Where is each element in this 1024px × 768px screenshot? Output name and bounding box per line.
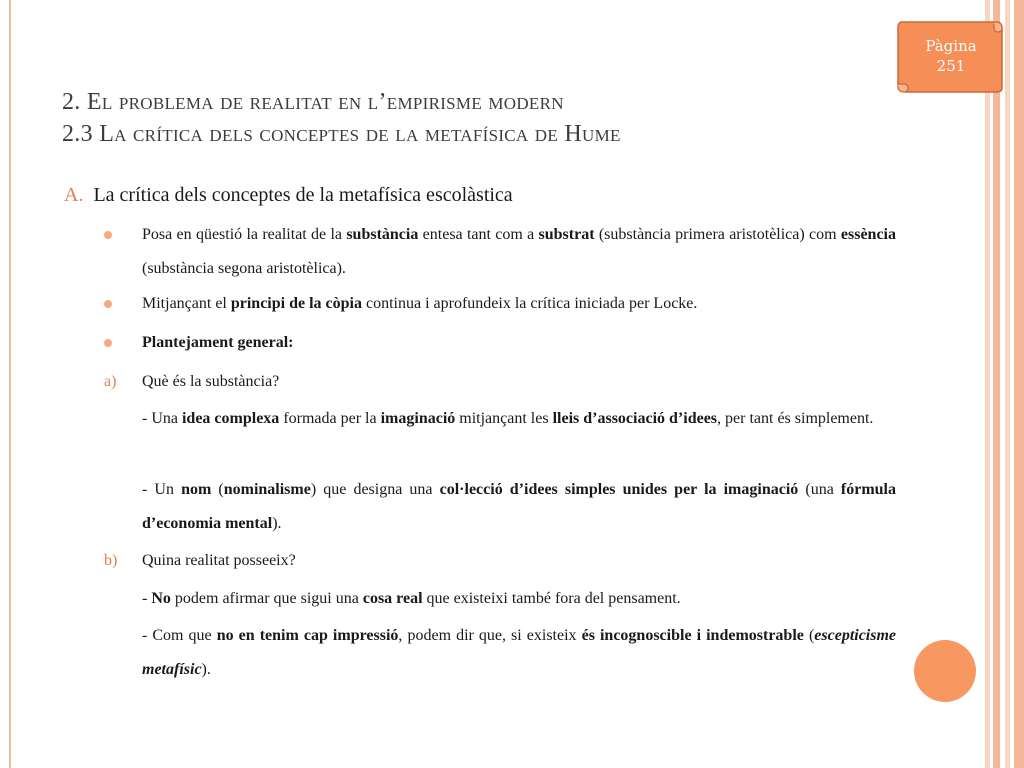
text: ) que designa una (310, 481, 440, 498)
item-marker-b: b) (104, 552, 118, 569)
text: - Una (142, 410, 182, 427)
emphasis: escepticisme metafísic (142, 627, 897, 678)
title-line-1: 2. El problema de realitat en l’empirisme modern (62, 89, 564, 115)
emphasis: substància (346, 226, 419, 243)
emphasis: fórmula d’economia mental (142, 481, 896, 532)
emphasis: cosa real (362, 590, 423, 607)
text: - Com que (142, 627, 217, 644)
text: entesa tant com a (418, 226, 539, 243)
emphasis: Plantejament general: (142, 334, 294, 351)
paragraph-general (142, 326, 896, 360)
text: podem afirmar que sigui una (170, 590, 363, 607)
answer-a-2 (142, 473, 896, 541)
text: ( (211, 481, 224, 498)
text: Mitjançant el (142, 295, 231, 312)
text: continua i aprofundeix la crítica iniciada per Locke. (361, 295, 698, 312)
text: formada per la (279, 410, 381, 427)
text: - Un (142, 481, 182, 498)
emphasis: col·lecció d’idees simples unides per la imaginació (439, 481, 799, 498)
item-marker-a: a) (104, 373, 117, 390)
bullet-icon (104, 339, 112, 347)
answer-b-1 (142, 582, 896, 616)
emphasis: lleis d’associació d’idees (552, 410, 718, 427)
emphasis: imaginació (380, 410, 456, 427)
text: Posa en qüestió la realitat de la (142, 226, 347, 243)
emphasis: substrat (538, 226, 595, 243)
emphasis: idea complexa (181, 410, 280, 427)
title-line-2: 2.3 La crítica dels conceptes de la metafísica de Hume (62, 121, 621, 147)
text: mitjançant les (455, 410, 553, 427)
bullet-icon (104, 231, 112, 239)
section-marker: A. (64, 184, 84, 206)
section-title: La crítica dels conceptes de la metafísica escolàstica (93, 184, 513, 206)
question-b: Quina realitat posseeix? (142, 552, 296, 569)
answer-b-2 (142, 619, 896, 687)
emphasis: principi de la còpia (230, 295, 362, 312)
paragraph-copy-principle (142, 287, 896, 321)
emphasis: nominalisme (223, 481, 311, 498)
text: (substància segona aristotèlica). (142, 260, 346, 277)
paragraph-substance (142, 218, 896, 286)
emphasis: no en tenim cap impressió (216, 627, 399, 644)
text: ). (201, 661, 211, 678)
text: ( (803, 627, 815, 644)
emphasis: essència (840, 226, 896, 243)
text: que existeixi també fora del pensament. (422, 590, 681, 607)
text: - (142, 590, 152, 607)
text: , per tant és simplement. (717, 410, 874, 427)
answer-a-1 (142, 402, 896, 436)
text: , podem dir que, si existeix (398, 627, 582, 644)
text: (substància primera aristotèlica) com (594, 226, 841, 243)
emphasis: nom (181, 481, 212, 498)
emphasis: és incognoscible i indemostrable (581, 627, 804, 644)
text: ). (272, 515, 282, 532)
badge-label: Pàgina (925, 37, 977, 55)
badge-number: 251 (936, 57, 966, 75)
text: (una (798, 481, 841, 498)
bullet-icon (104, 300, 112, 308)
question-a: Què és la substància? (142, 373, 280, 390)
emphasis: No (151, 590, 171, 607)
